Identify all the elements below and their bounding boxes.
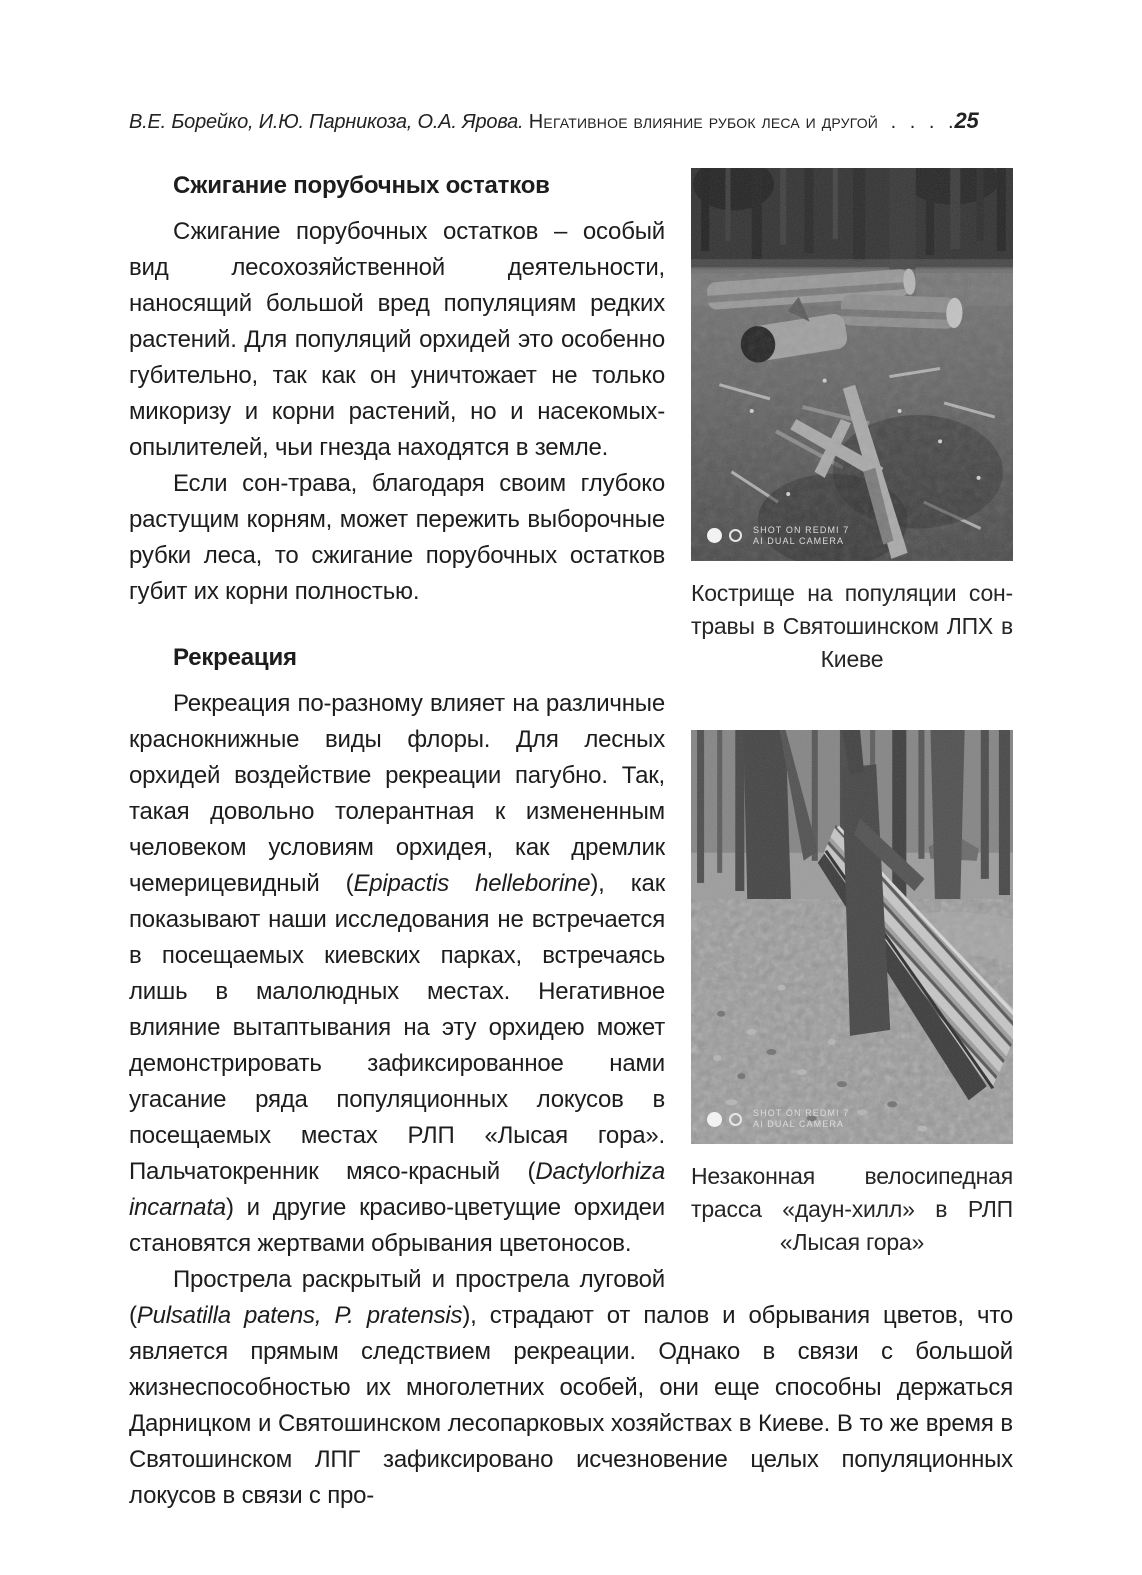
running-head-dots: . . . . — [878, 111, 955, 133]
watermark-text — [753, 1108, 849, 1130]
watermark-line1: SHOT ON REDMI 7 — [753, 1108, 850, 1119]
running-head-title: Негативное влияние рубок леса и другой — [528, 111, 879, 133]
photo-bike-trail-illustration — [691, 730, 1013, 1145]
watermark-outline-circle-icon — [729, 529, 742, 542]
photo-campfire-logs — [691, 168, 1013, 561]
camera-watermark — [707, 525, 849, 547]
paragraph-recreation-1: Рекреация по-разному влияет на различные краснокнижные виды флоры. Для лесных орхидей воздействие рекреации пагубно. Так, такая довольно толерантная к измененным человеком условиям орхидея, как дремлик чемерицевидный (Epipactis helleborine), как показывают наши исследования не встречается в посещаемых киевских парках, встречаясь лишь в малолюдных местах. Негативное влияние вытаптывания на эту орхидею может демонстрировать зафиксированное нами угасание ряда популяционных локусов в посещаемых местах РЛП «Лысая гора». Пальчатокренник мясо-красный (Dactylorhiza incarnata) и другие красиво-цветущие орхидеи становятся жертвами обрывания цветоносов. — [129, 690, 665, 1257]
watermark-line2: AI DUAL CAMERA — [753, 1119, 845, 1130]
paragraph-recreation-2: Прострела раскрытый и прострела луговой (Pulsatilla patens, P. pratensis), страдают от палов и обрывания цветов, что является прямым следствием рекреации. Однако в связи с большой жизнеспособностью их многолетних особей, они еще способны держаться Дарницком и Святошинском лесопарковых хозяйствах в Киеве. В то же время в Святошинском ЛПГ зафиксировано исчезновение целых популяционных локусов в связи с про- — [129, 1266, 1013, 1509]
running-head — [129, 108, 1013, 134]
heading-recreation: Рекреация — [173, 644, 297, 671]
figures-column — [691, 168, 1013, 1259]
figure-campfire-caption: Кострище на популяции сон-травы в Святошинском ЛПХ в Киеве — [691, 579, 1013, 672]
camera-watermark — [707, 1108, 849, 1130]
figure-bike-trail-caption: Незаконная велосипедная трасса «даун-хилл» в РЛП «Лысая гора» — [691, 1163, 1013, 1256]
watermark-filled-circle-icon — [707, 528, 722, 543]
watermark-filled-circle-icon — [707, 1112, 722, 1127]
photo-bike-trail — [691, 730, 1013, 1145]
running-head-authors: В.Е. Борейко, И.Ю. Парникоза, О.А. Ярова. — [129, 111, 524, 133]
figure-campfire-site — [691, 168, 1013, 676]
photo-campfire-logs-illustration — [691, 168, 1013, 561]
heading-burning-residues: Сжигание порубочных остатков — [173, 172, 550, 199]
paragraph-burning-2: Если сон-трава, благодаря своим глубоко растущим корням, может пережить выборочные рубки леса, то сжигание порубочных остатков губит их корни полностью. — [129, 470, 665, 605]
watermark-outline-circle-icon — [729, 1113, 742, 1126]
watermark-line1: SHOT ON REDMI 7 — [753, 524, 850, 535]
page-number: 25 — [954, 108, 979, 133]
figure-bike-trail — [691, 730, 1013, 1260]
page-content — [129, 168, 1013, 1514]
watermark-line2: AI DUAL CAMERA — [753, 535, 845, 546]
watermark-text — [753, 525, 849, 547]
paragraph-burning-1: Сжигание порубочных остатков – особый вид лесохозяйственной деятельности, наносящий большой вред популяциям редких растений. Для популяций орхидей это особенно губительно, так как он уничтожает не только микоризу и корни растений, но и насекомых-опылителей, чьи гнезда находятся в земле. — [129, 218, 665, 461]
